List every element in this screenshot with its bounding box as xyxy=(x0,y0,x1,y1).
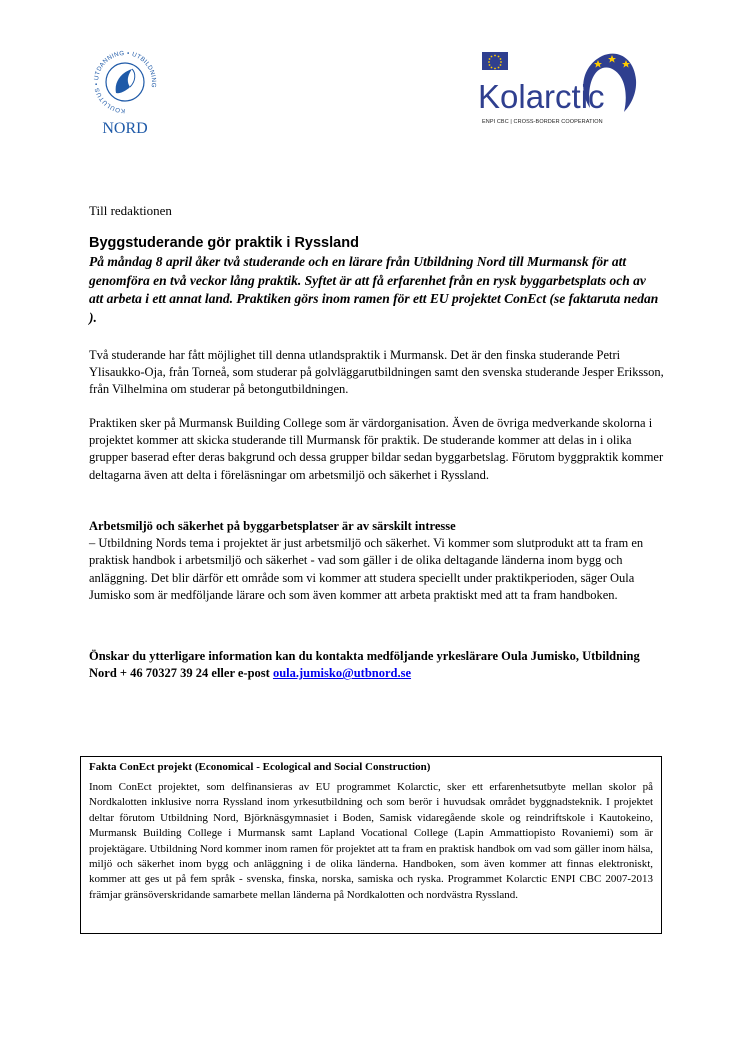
body-paragraph-2: Praktiken sker på Murmansk Building College som är värdorganisation. Även de övriga medverkande skolorna i projektet kommer att skicka studerande till Murmansk för praktik. De studerande kommer att delas in i olika grupper baserad efter deras bakgrund och dessa grupper bildar sedan byggarbetslag. Förutom byggpraktik kommer deltagarna även att delta i föreläsningar om arbetsmiljö och säkerhet i Ryssland. xyxy=(89,416,664,482)
body-section-safety xyxy=(89,518,664,604)
recipient-line: Till redaktionen xyxy=(89,203,172,218)
contact-text: Önskar du ytterligare information kan du kontakta medföljande yrkeslärare Oula Jumisko, Utbildning Nord + 46 70327 39 24 eller e-post xyxy=(89,649,640,681)
headline: Byggstuderande gör praktik i Ryssland xyxy=(89,235,359,251)
fact-box xyxy=(80,756,662,934)
lead-paragraph: På måndag 8 april åker två studerande och en lärare från Utbildning Nord till Murmansk för att genomföra en två veckor lång praktik. Syftet är att få erfarenhet från en rysk byggarbetsplats och av att arbeta i ett annat land. Praktiken görs inom ramen för ett EU projektet ConEct (se faktaruta nedan ). xyxy=(89,254,659,325)
kolarctic-logo-text: Kolarctic xyxy=(478,78,605,115)
nord-logo-text: NORD xyxy=(102,120,148,137)
svg-text:KOULUTUS • UTDANNING • UTBILDN: KOULUTUS • UTDANNING • UTBILDNING xyxy=(93,49,158,115)
fact-box-title: Fakta ConEct projekt (Economical - Ecological and Social Construction) xyxy=(89,761,431,773)
fact-box-body: Inom ConEct projektet, som delfinansieras av EU programmet Kolarctic, sker ett erfarenhetsutbyte mellan skolor på Nordkalotten inklusive norra Ryssland inom yrkesutbildning och som berör i huvudsak området byggnadsteknik. I projektet deltar förutom Utbildning Nord, Björknäsgymnasiet i Boden, Samisk vidaregående skole og reindriftskole i Kautokeino, Murmansk Building College i Murmansk samt Lapland Vocational College (Lapin Ammattiopisto Rovaniemi) som är projektägare. Utbildning Nord kommer inom ramen för projektet att ta fram en praktisk handbok om vad som gäller inom hälsa, miljö och säkerhet inom bygg och anläggning i de olika länderna. Handboken, som även kommer att finnas elektroniskt, kommer att ges ut på fem språk - svenska, finska, norska, samiska och ryska. Programmet Kolarctic ENPI CBC 2007-2013 främjar gränsöverskridande samarbete mellan länderna på Nordkalotten och nordvästra Ryssland. xyxy=(89,781,653,901)
nord-emblem-icon xyxy=(92,47,158,119)
kolarctic-tagline: ENPI CBC | CROSS-BORDER COOPERATION xyxy=(482,119,603,125)
kolarctic-logo xyxy=(478,46,638,130)
contact-info xyxy=(89,648,664,682)
email-link[interactable]: oula.jumisko@utbnord.se xyxy=(272,666,412,681)
body-paragraph-1: Två studerande har fått möjlighet till denna utlandspraktik i Murmansk. Det är den finska studerande Petri Ylisaukko-Oja, från Torneå, som studerar på golvläggarutbildningen samt den svenska studerande Jesper Eriksson, från Vilhelmina om studerar på betongutbildningen. xyxy=(89,348,664,397)
section-subheading: Arbetsmiljö och säkerhet på byggarbetsplatser är av särskilt intresse xyxy=(89,519,456,533)
body-paragraph-3: – Utbildning Nords tema i projektet är just arbetsmiljö och säkerhet. Vi kommer som slutprodukt att ta fram en praktisk handbok i arbetsmiljö och säkerhet - vad som gäller i de olika deltagande länderna inom bygg och anläggning. Det blir därför ett område som vi kommer att studera speciellt under praktikperioden, säger Oula Jumisko som är medföljande lärare och som även kommer att arbeta praktiskt med att ta fram handboken. xyxy=(89,536,644,602)
utbildning-nord-logo xyxy=(92,47,158,147)
